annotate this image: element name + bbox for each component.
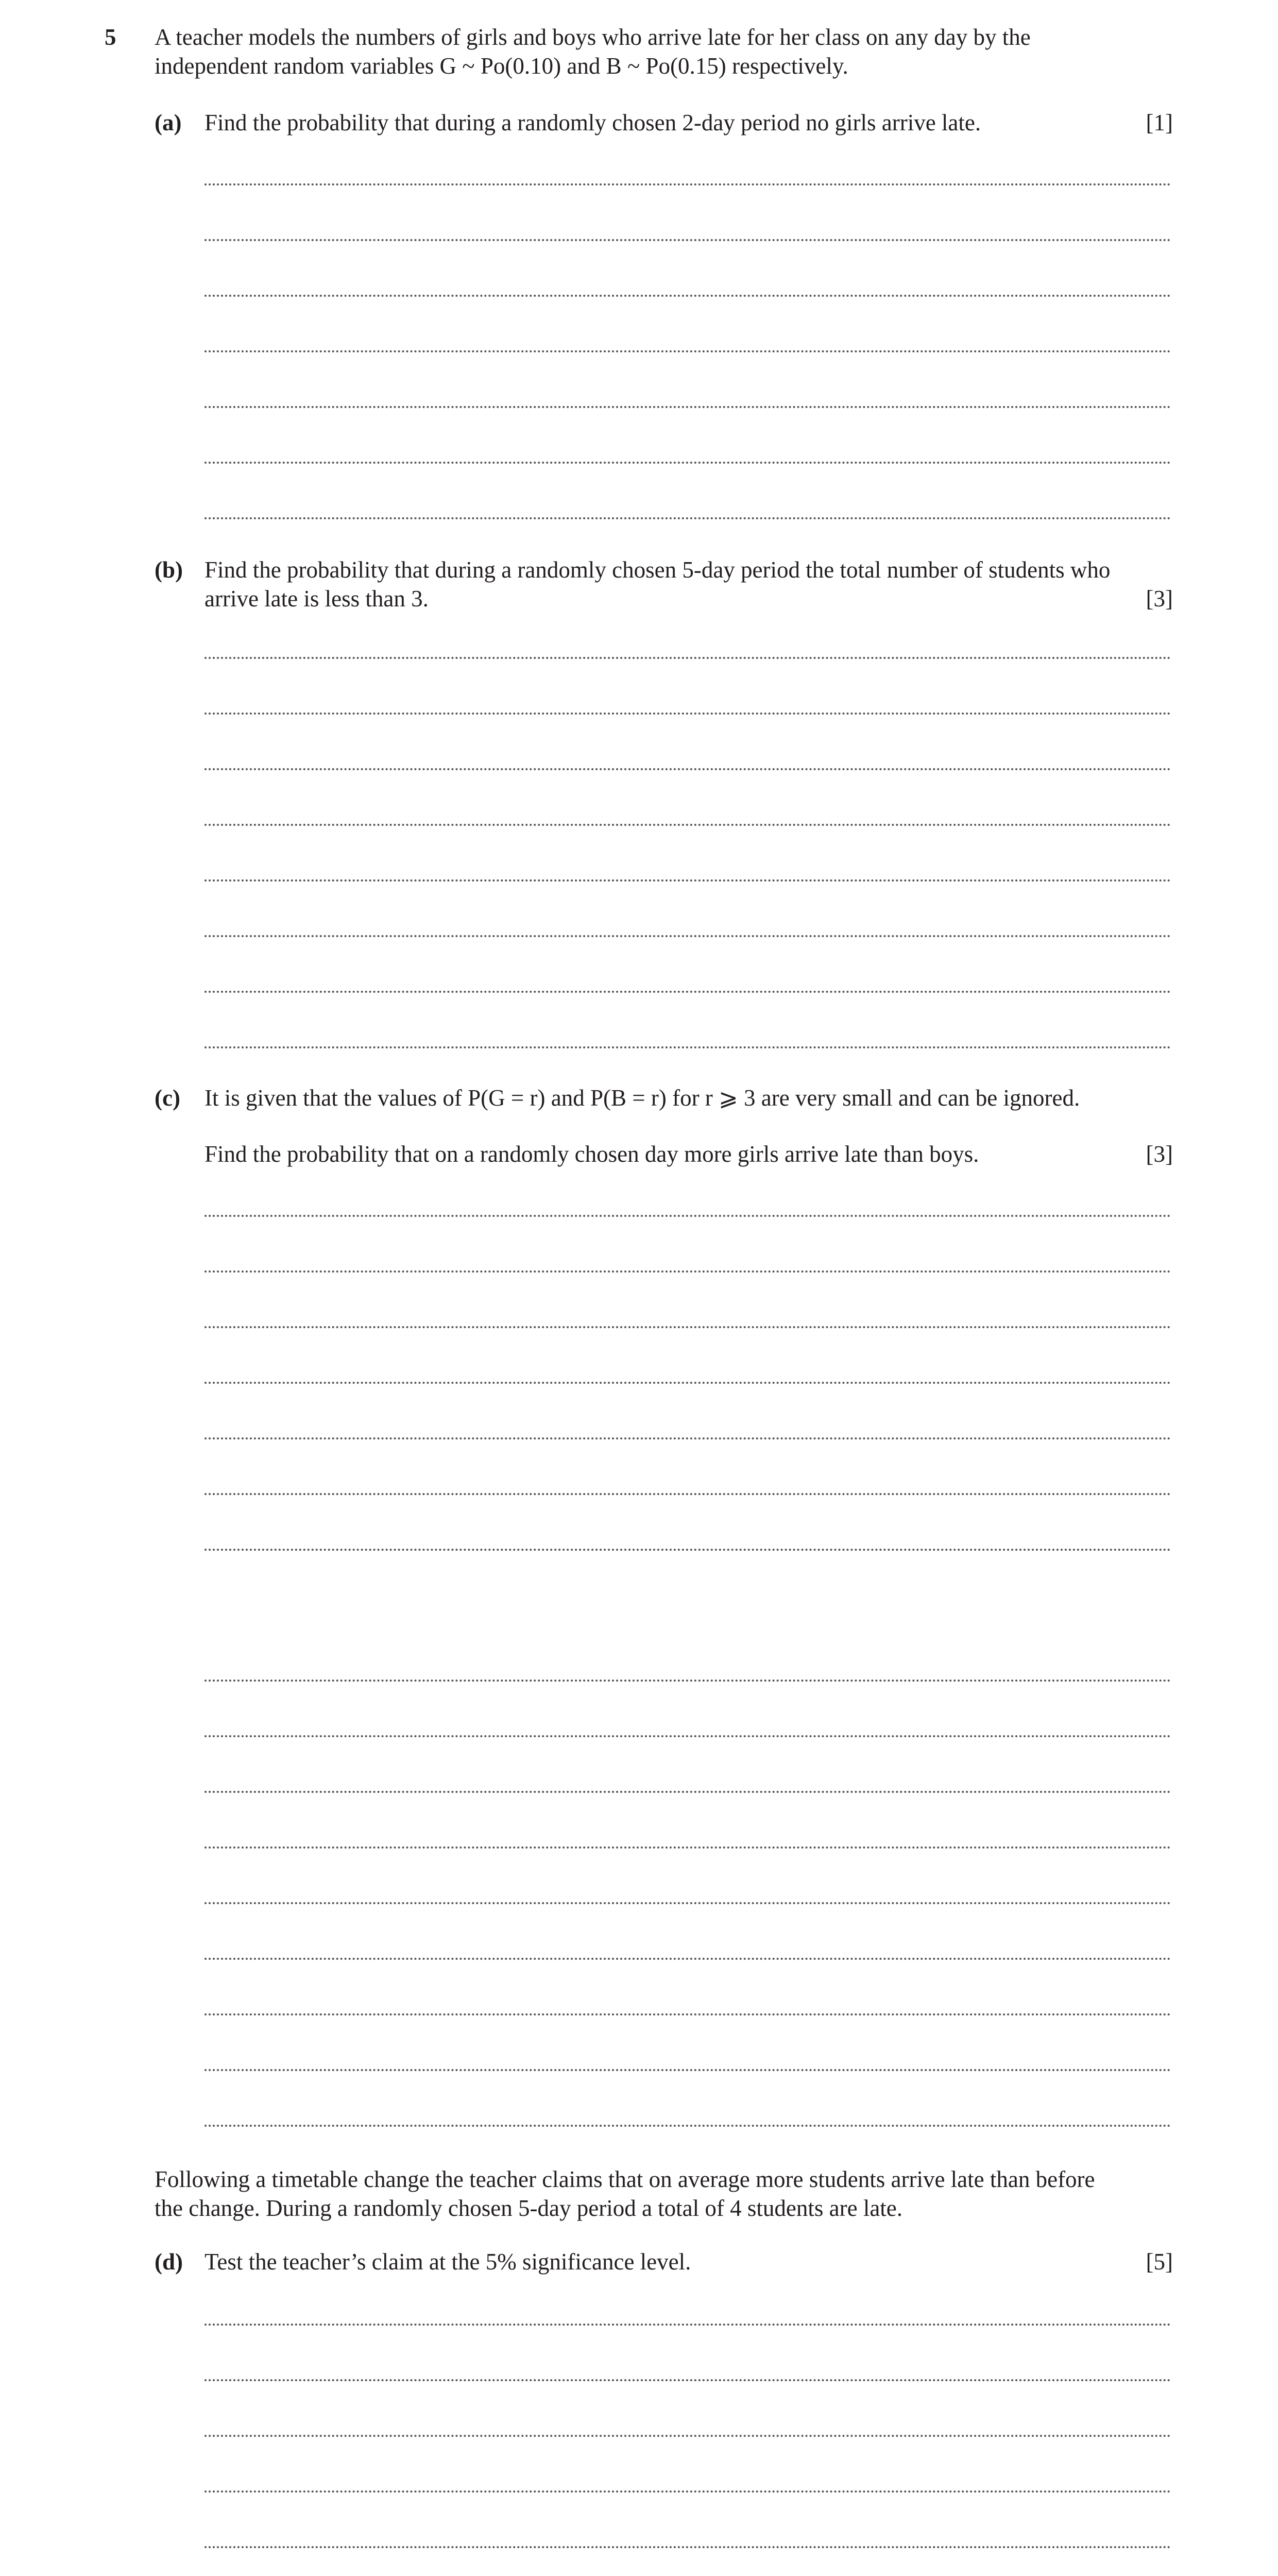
answer-line[interactable] [205, 2013, 1171, 2015]
part-a-marks: [1] [1146, 110, 1173, 135]
answer-line[interactable] [205, 462, 1171, 464]
answer-line[interactable] [205, 2490, 1171, 2493]
answer-line[interactable] [205, 713, 1171, 715]
answer-line[interactable] [205, 657, 1171, 659]
answer-line[interactable] [205, 1791, 1171, 1793]
part-d-label: (d) [155, 2249, 183, 2275]
answer-line[interactable] [205, 824, 1171, 826]
answer-line[interactable] [205, 1902, 1171, 1904]
part-c-text: Find the probability that on a randomly chosen day more girls arrive late than boys. [205, 1141, 979, 1167]
answer-line[interactable] [205, 935, 1171, 937]
part-d-marks: [5] [1146, 2249, 1173, 2275]
part-c-label: (c) [155, 1085, 180, 1111]
answer-line[interactable] [205, 1326, 1171, 1328]
answer-line[interactable] [205, 183, 1171, 185]
part-a-label: (a) [155, 110, 182, 135]
answer-line[interactable] [205, 768, 1171, 770]
answer-line[interactable] [205, 1846, 1171, 1849]
answer-line[interactable] [205, 1215, 1171, 1217]
context-line-1: Following a timetable change the teacher claims that on average more students arrive late than before [155, 2166, 1095, 2192]
part-b-label: (b) [155, 557, 183, 583]
part-b-text-line-1: Find the probability that during a randomly chosen 5-day period the total number of students who [205, 557, 1111, 583]
part-c-given: It is given that the values of P(G = r) and P(B = r) for r ⩾ 3 are very small and can be ignored. [205, 1085, 1080, 1111]
answer-line[interactable] [205, 1270, 1171, 1273]
answer-line[interactable] [205, 1735, 1171, 1737]
answer-line[interactable] [205, 2324, 1171, 2326]
answer-line[interactable] [205, 1382, 1171, 1384]
question-intro-line-1: A teacher models the numbers of girls and boys who arrive late for her class on any day by the [155, 24, 1031, 50]
part-b-marks: [3] [1146, 586, 1173, 612]
answer-line[interactable] [205, 1958, 1171, 1960]
part-d-text: Test the teacher’s claim at the 5% significance level. [205, 2249, 691, 2275]
part-a-text: Find the probability that during a randomly chosen 2-day period no girls arrive late. [205, 110, 981, 135]
part-c-marks: [3] [1146, 1141, 1173, 1167]
answer-line[interactable] [205, 991, 1171, 993]
part-b-text-line-2: arrive late is less than 3. [205, 586, 429, 612]
answer-line[interactable] [205, 2435, 1171, 2437]
answer-line[interactable] [205, 2125, 1171, 2127]
answer-line[interactable] [205, 517, 1171, 519]
answer-line[interactable] [205, 1549, 1171, 1551]
answer-line[interactable] [205, 1046, 1171, 1048]
answer-line[interactable] [205, 406, 1171, 408]
answer-line[interactable] [205, 350, 1171, 352]
answer-line[interactable] [205, 1680, 1171, 1682]
question-intro-line-2: independent random variables G ~ Po(0.10) and B ~ Po(0.15) respectively. [155, 53, 848, 79]
context-line-2: the change. During a randomly chosen 5-day period a total of 4 students are late. [155, 2195, 903, 2221]
answer-line[interactable] [205, 1493, 1171, 1495]
answer-line[interactable] [205, 2379, 1171, 2381]
answer-line[interactable] [205, 2069, 1171, 2071]
answer-line[interactable] [205, 2546, 1171, 2548]
question-number: 5 [105, 24, 116, 50]
answer-line[interactable] [205, 295, 1171, 297]
answer-line[interactable] [205, 1437, 1171, 1439]
answer-line[interactable] [205, 879, 1171, 882]
answer-line[interactable] [205, 239, 1171, 241]
